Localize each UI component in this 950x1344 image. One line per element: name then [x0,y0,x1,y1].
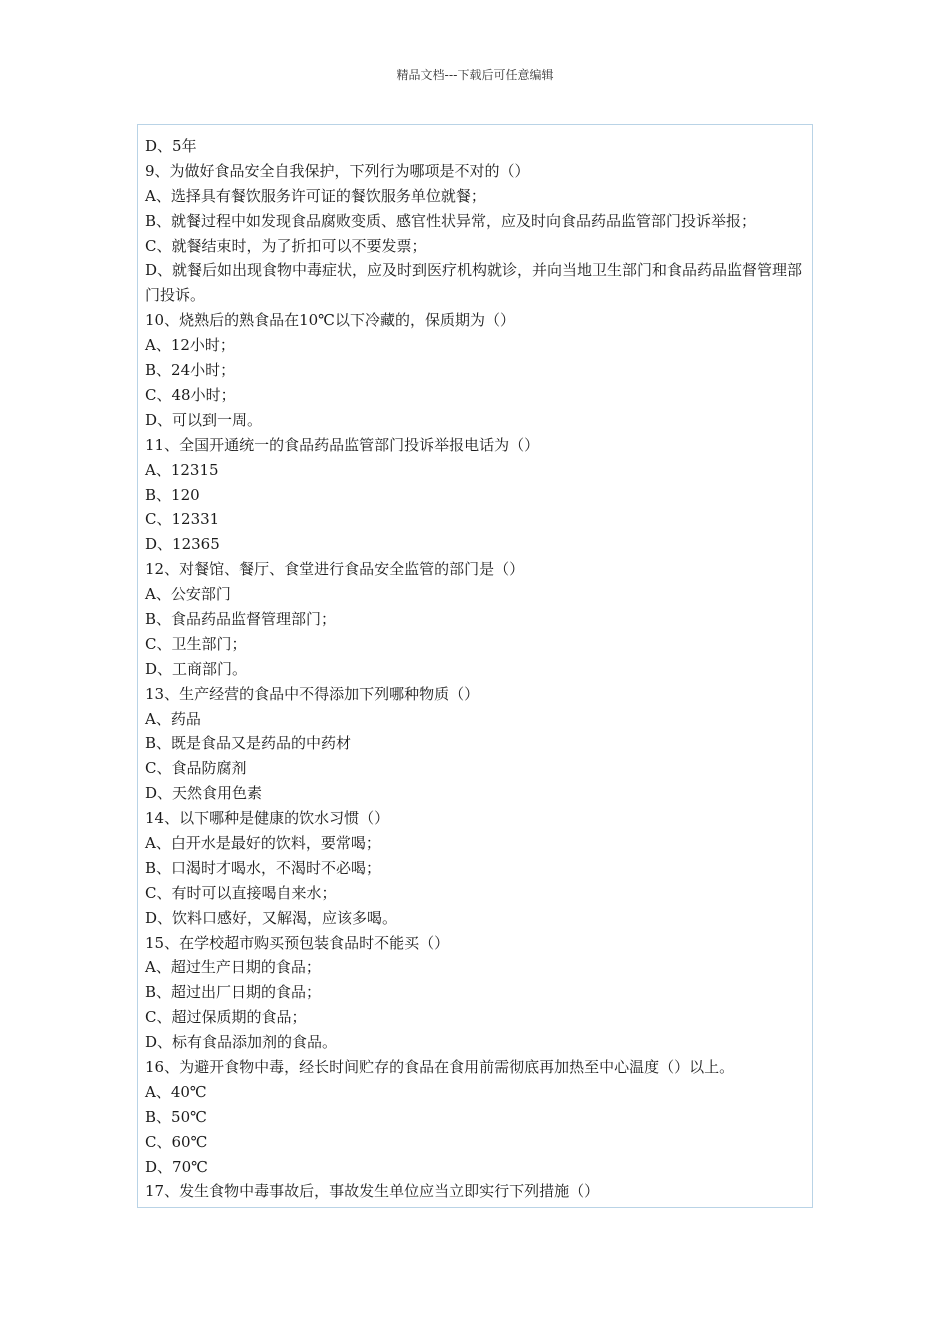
option-line: D、70℃ [145,1157,208,1176]
option-line: D、就餐后如出现食物中毒症状，应及时到医疗机构就诊，并向当地卫生部门和食品药品监督管理部门投诉。 [145,261,803,305]
option-line: D、标有食品添加剂的食品。 [145,1033,338,1052]
question-10: 10、烧熟后的熟食品在10℃以下冷藏的，保质期为（） [145,311,515,330]
option-line: A、白开水是最好的饮料，要常喝； [145,833,381,852]
option-line: A、40℃ [145,1082,207,1101]
option-line: B、24小时； [145,361,236,380]
option-line: D、工商部门。 [145,659,248,678]
option-line: B、既是食品又是药品的中药材 [145,734,352,753]
option-line: A、药品 [145,709,201,728]
text-line: D、5年 [145,137,197,155]
option-line: A、选择具有餐饮服务许可证的餐饮服务单位就餐； [145,186,486,205]
option-line: B、就餐过程中如发现食品腐败变质、感官性状异常，应及时向食品药品监管部门投诉举报； [145,211,757,230]
option-line: B、50℃ [145,1107,207,1126]
option-line: C、就餐结束时，为了折扣可以不要发票； [145,236,427,255]
option-line: C、60℃ [145,1132,208,1151]
question-12: 12、对餐馆、餐厅、食堂进行食品安全监管的部门是（） [145,560,525,579]
option-line: A、12315 [145,460,219,479]
option-line: C、食品防腐剂 [145,759,247,778]
question-17: 17、发生食物中毒事故后，事故发生单位应当立即实行下列措施（） [145,1182,600,1201]
option-line: C、卫生部门； [145,634,247,653]
option-line: D、天然食用色素 [145,784,263,803]
document-frame [137,124,813,1208]
option-line: C、有时可以直接喝自来水； [145,883,337,902]
option-line: A、超过生产日期的食品； [145,958,321,977]
option-line: B、120 [145,485,200,504]
question-9: 9、为做好食品安全自我保护，下列行为哪项是不对的（） [145,161,530,180]
option-line: C、超过保质期的食品； [145,1008,307,1027]
option-line: A、12小时； [145,336,235,355]
page-header: 精品文档---下载后可任意编辑 [396,68,554,82]
question-11: 11、全国开通统一的食品药品监管部门投诉举报电话为（） [145,435,540,454]
option-line: B、食品药品监督管理部门； [145,609,337,628]
option-line: D、饮料口感好，又解渴，应该多喝。 [145,908,398,927]
option-line: A、公安部门 [145,585,231,604]
option-line: B、超过出厂日期的食品； [145,983,322,1002]
option-line: D、可以到一周。 [145,410,263,429]
question-13: 13、生产经营的食品中不得添加下列哪种物质（） [145,684,480,703]
option-line: C、48小时； [145,385,236,404]
option-line: C、12331 [145,510,220,529]
question-15: 15、在学校超市购买预包装食品时不能买（） [145,933,450,952]
question-16: 16、为避开食物中毒，经长时间贮存的食品在食用前需彻底再加热至中心温度（）以上。 [145,1057,735,1076]
option-line: B、口渴时才喝水，不渴时不必喝； [145,858,382,877]
option-line: D、12365 [145,535,220,554]
question-14: 14、以下哪种是健康的饮水习惯（） [145,809,390,828]
